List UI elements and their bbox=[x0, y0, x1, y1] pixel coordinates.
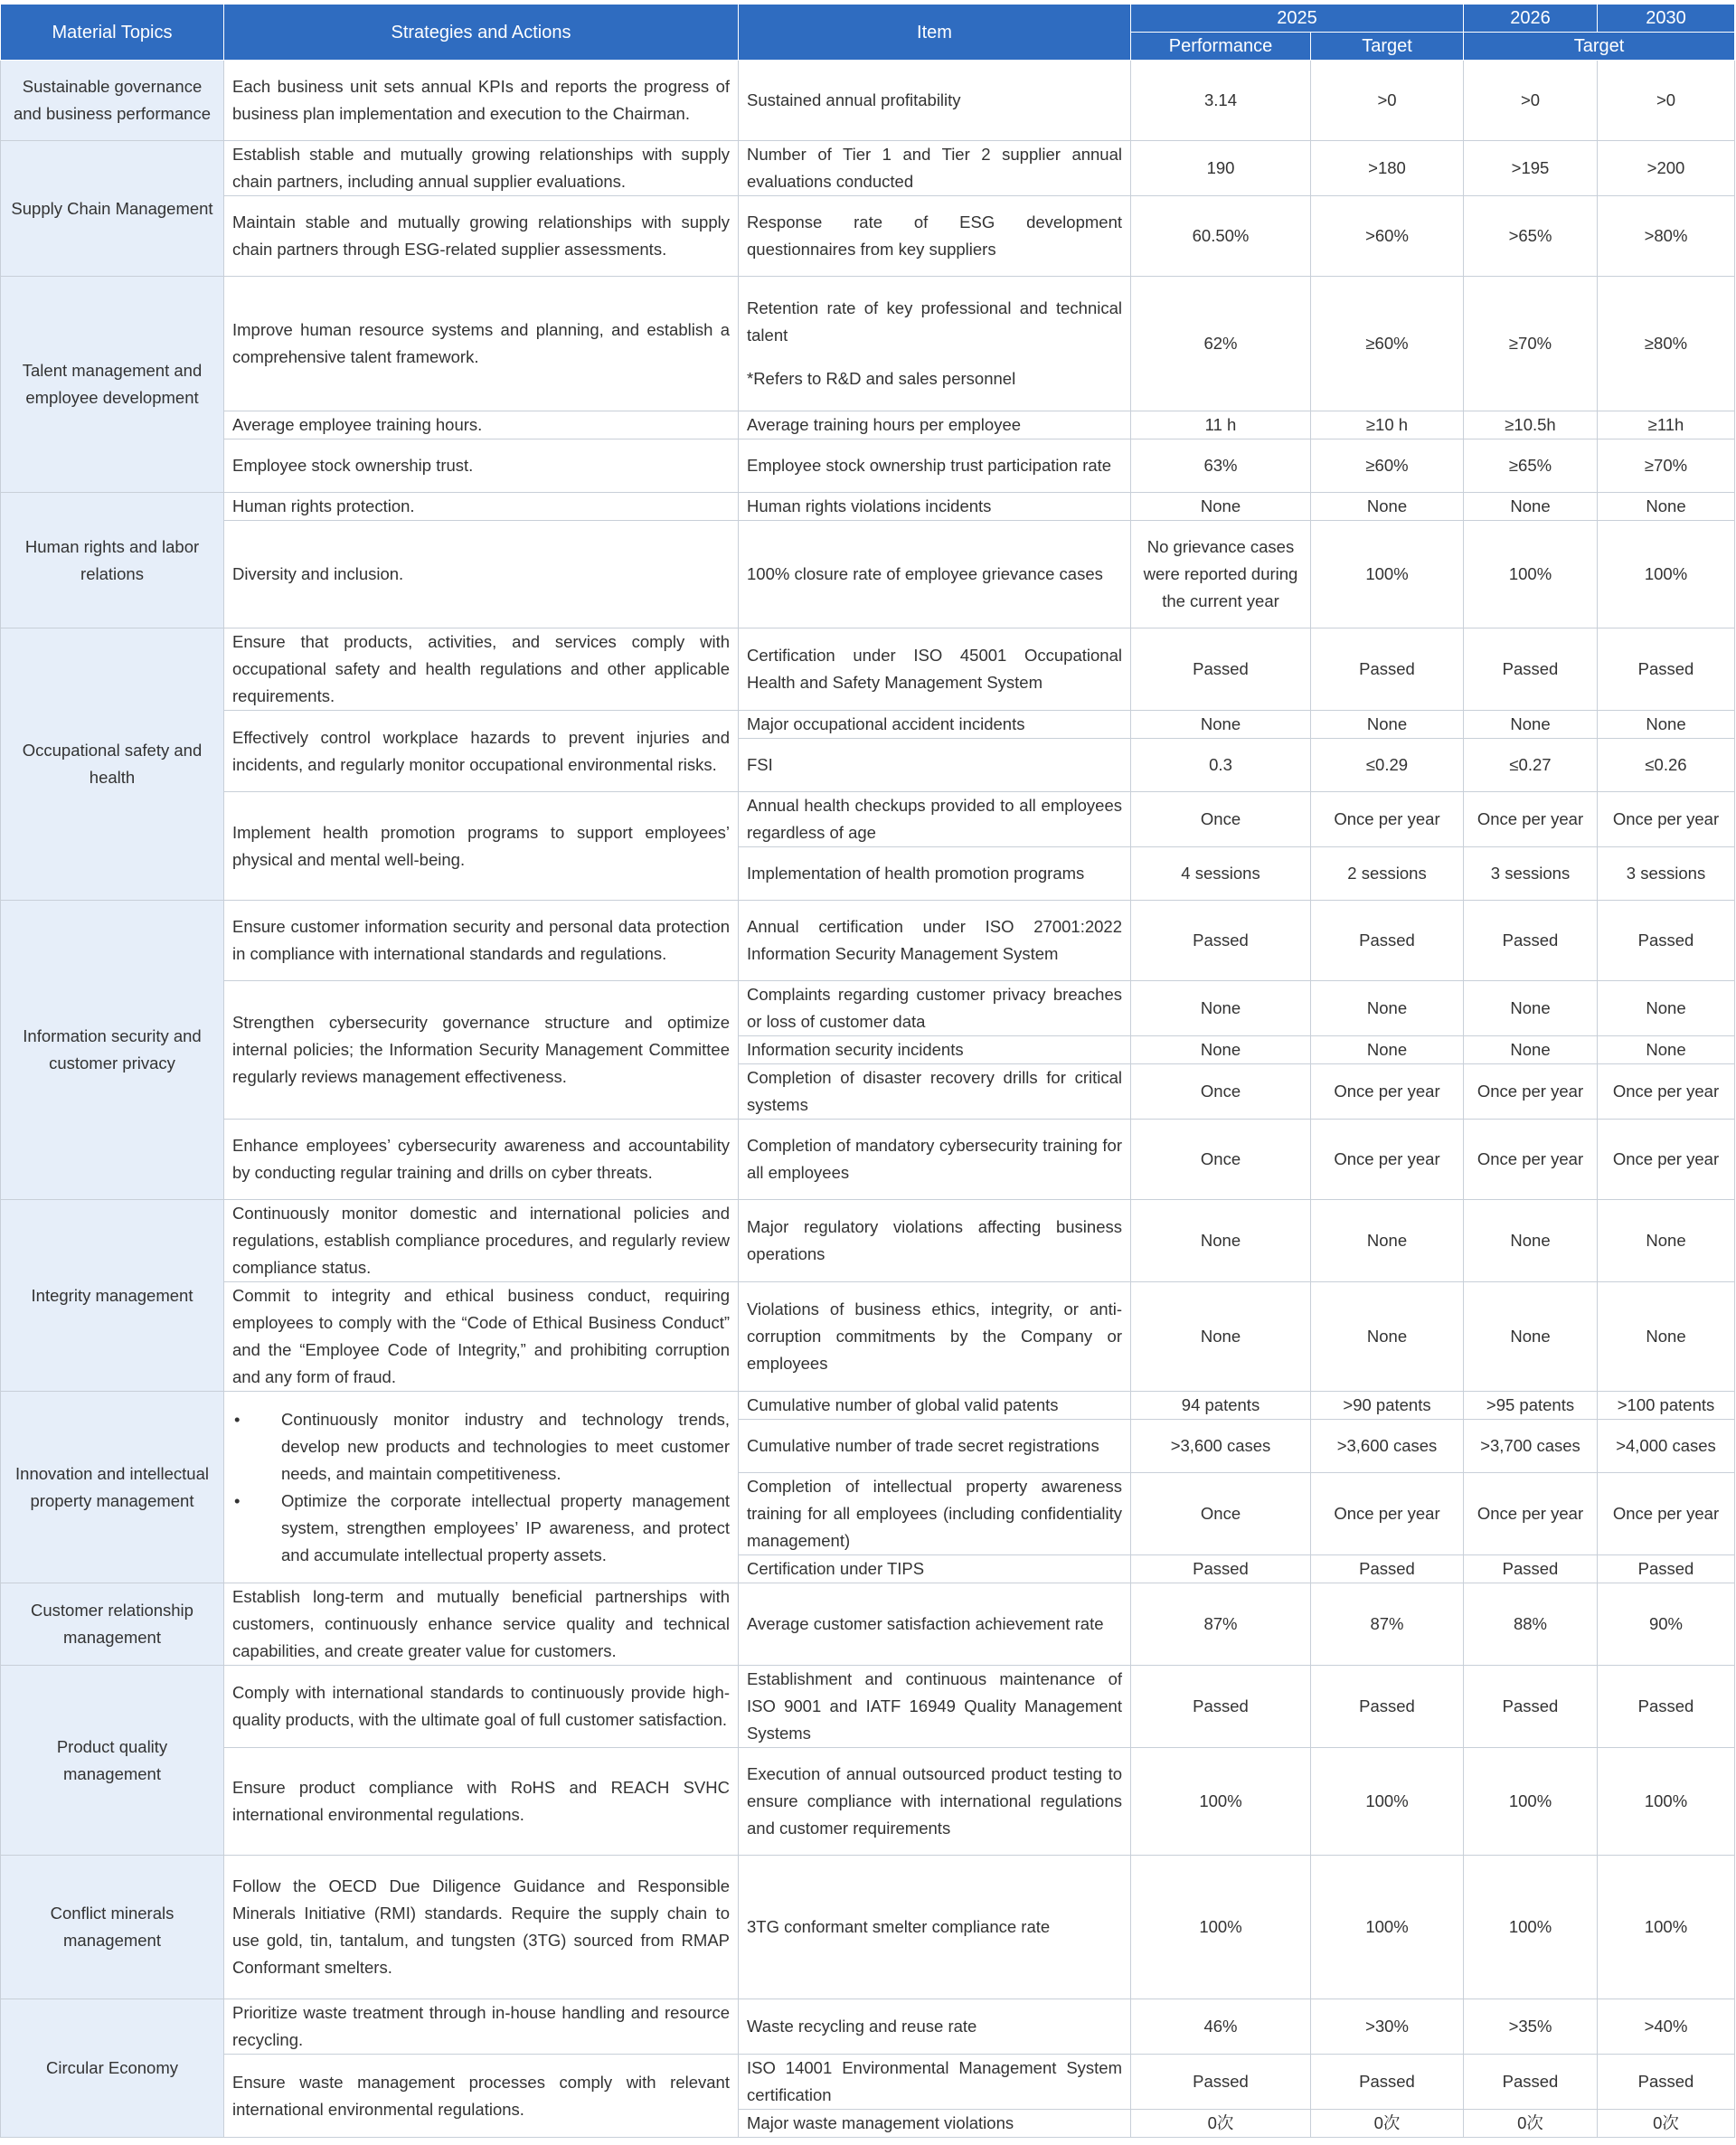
target-2025-cell: Once per year bbox=[1311, 1120, 1464, 1200]
target-2025-cell: Passed bbox=[1311, 1666, 1464, 1748]
material-topic-cell: Supply Chain Management bbox=[1, 141, 224, 277]
table-row bbox=[1, 981, 1735, 1036]
target-2025-cell: >180 bbox=[1311, 141, 1464, 196]
target-2030-cell: ≥11h bbox=[1598, 411, 1735, 439]
target-2025-cell: None bbox=[1311, 1282, 1464, 1392]
target-2026-cell: >3,700 cases bbox=[1464, 1420, 1598, 1473]
target-2026-cell: 3 sessions bbox=[1464, 847, 1598, 901]
target-2030-cell: Passed bbox=[1598, 2055, 1735, 2110]
target-2025-cell: None bbox=[1311, 493, 1464, 521]
target-2030-cell: Once per year bbox=[1598, 1064, 1735, 1120]
target-2025-cell: 100% bbox=[1311, 521, 1464, 628]
target-2025-cell: 100% bbox=[1311, 1856, 1464, 1999]
target-2026-cell: ≥65% bbox=[1464, 439, 1598, 493]
item-cell bbox=[739, 711, 1131, 739]
table-row bbox=[1, 277, 1735, 411]
target-2030-cell: 100% bbox=[1598, 1856, 1735, 1999]
target-2025-cell: >30% bbox=[1311, 1999, 1464, 2055]
item-cell bbox=[739, 411, 1131, 439]
item-cell bbox=[739, 1064, 1131, 1120]
performance-2025-cell: >3,600 cases bbox=[1131, 1420, 1311, 1473]
strategy-cell bbox=[224, 1392, 739, 1583]
header-strategies-actions: Strategies and Actions bbox=[224, 5, 739, 61]
target-2030-cell: >4,000 cases bbox=[1598, 1420, 1735, 1473]
target-2026-cell: 100% bbox=[1464, 1856, 1598, 1999]
performance-2025-cell: 100% bbox=[1131, 1856, 1311, 1999]
target-2030-cell: 100% bbox=[1598, 521, 1735, 628]
performance-2025-cell: None bbox=[1131, 1282, 1311, 1392]
material-topic-cell: Customer relationship management bbox=[1, 1583, 224, 1666]
item-text: Implementation of health promotion programs bbox=[747, 864, 1085, 883]
target-2025-cell: Passed bbox=[1311, 2055, 1464, 2110]
strategy-cell: Implement health promotion programs to support employees’ physical and mental well-being. bbox=[224, 792, 739, 901]
material-topic-cell: Sustainable governance and business performance bbox=[1, 61, 224, 141]
target-2030-cell: >40% bbox=[1598, 1999, 1735, 2055]
item-cell bbox=[739, 628, 1131, 711]
target-2025-cell: Passed bbox=[1311, 901, 1464, 981]
target-2026-cell: None bbox=[1464, 1036, 1598, 1064]
item-text: Annual health checkups provided to all employees regardless of age bbox=[747, 796, 1122, 842]
bullet-icon: • bbox=[234, 1409, 241, 1429]
target-2030-cell: >0 bbox=[1598, 61, 1735, 141]
target-2025-cell: None bbox=[1311, 1200, 1464, 1282]
header-target-2026-2030: Target bbox=[1464, 33, 1735, 61]
item-cell bbox=[739, 1392, 1131, 1420]
item-cell bbox=[739, 277, 1131, 411]
target-2025-cell: None bbox=[1311, 711, 1464, 739]
strategy-cell: Average employee training hours. bbox=[224, 411, 739, 439]
table-row bbox=[1, 1856, 1735, 1999]
target-2030-cell: ≤0.26 bbox=[1598, 739, 1735, 792]
strategy-cell: Strengthen cybersecurity governance structure and optimize internal policies; the Information Security Management Committee regularly reviews management effectiveness. bbox=[224, 981, 739, 1120]
item-text: Cumulative number of global valid patents bbox=[747, 1395, 1059, 1414]
target-2026-cell: None bbox=[1464, 711, 1598, 739]
target-2025-cell: ≥60% bbox=[1311, 439, 1464, 493]
target-2026-cell: Passed bbox=[1464, 2055, 1598, 2110]
table-row bbox=[1, 628, 1735, 711]
target-2026-cell: >0 bbox=[1464, 61, 1598, 141]
target-2025-cell: Once per year bbox=[1311, 1064, 1464, 1120]
item-cell bbox=[739, 792, 1131, 847]
target-2030-cell: >200 bbox=[1598, 141, 1735, 196]
target-2026-cell: >35% bbox=[1464, 1999, 1598, 2055]
item-text: Establishment and continuous maintenance of ISO 9001 and IATF 16949 Quality Management Systems bbox=[747, 1669, 1122, 1743]
target-2025-cell: 0次 bbox=[1311, 2110, 1464, 2138]
item-cell bbox=[739, 1583, 1131, 1666]
bullet-icon: • bbox=[234, 1490, 241, 1510]
item-cell bbox=[739, 1473, 1131, 1555]
item-text: Certification under TIPS bbox=[747, 1559, 925, 1578]
item-text: Major occupational accident incidents bbox=[747, 714, 1025, 733]
performance-2025-cell: 100% bbox=[1131, 1748, 1311, 1856]
strategy-cell: Commit to integrity and ethical business conduct, requiring employees to comply with the “Code of Ethical Business Conduct” and the “Employee Code of Integrity,” and prohibiting corruption and any form of fraud. bbox=[224, 1282, 739, 1392]
item-cell bbox=[739, 493, 1131, 521]
target-2025-cell: Passed bbox=[1311, 628, 1464, 711]
target-2030-cell: >80% bbox=[1598, 196, 1735, 277]
target-2025-cell: Passed bbox=[1311, 1555, 1464, 1583]
strategy-cell: Ensure customer information security and personal data protection in compliance with international standards and regulations. bbox=[224, 901, 739, 981]
item-cell bbox=[739, 2055, 1131, 2110]
item-cell bbox=[739, 1420, 1131, 1473]
performance-2025-cell: 3.14 bbox=[1131, 61, 1311, 141]
target-2030-cell: None bbox=[1598, 493, 1735, 521]
target-2026-cell: ≤0.27 bbox=[1464, 739, 1598, 792]
header-year-2030: 2030 bbox=[1598, 5, 1735, 33]
item-cell bbox=[739, 439, 1131, 493]
target-2030-cell: ≥70% bbox=[1598, 439, 1735, 493]
strategy-cell: Diversity and inclusion. bbox=[224, 521, 739, 628]
target-2026-cell: Once per year bbox=[1464, 792, 1598, 847]
target-2025-cell: 2 sessions bbox=[1311, 847, 1464, 901]
target-2030-cell: Once per year bbox=[1598, 1120, 1735, 1200]
item-text: Retention rate of key professional and technical talent bbox=[747, 298, 1122, 345]
strategy-cell: Enhance employees’ cybersecurity awareness and accountability by conducting regular training and drills on cyber threats. bbox=[224, 1120, 739, 1200]
strategy-cell: Improve human resource systems and planning, and establish a comprehensive talent framework. bbox=[224, 277, 739, 411]
table-row bbox=[1, 196, 1735, 277]
target-2025-cell: >3,600 cases bbox=[1311, 1420, 1464, 1473]
item-text: Complaints regarding customer privacy breaches or loss of customer data bbox=[747, 985, 1122, 1031]
strategy-cell: Follow the OECD Due Diligence Guidance and Responsible Minerals Initiative (RMI) standards. Require the supply chain to use gold, tin, tantalum, and tungsten (3TG) sourced from RMAP Conformant smelters. bbox=[224, 1856, 739, 1999]
target-2026-cell: >65% bbox=[1464, 196, 1598, 277]
target-2030-cell: 100% bbox=[1598, 1748, 1735, 1856]
target-2026-cell: None bbox=[1464, 1200, 1598, 1282]
header-performance: Performance bbox=[1131, 33, 1311, 61]
performance-2025-cell: Once bbox=[1131, 1473, 1311, 1555]
strategy-cell: Comply with international standards to continuously provide high-quality products, with the ultimate goal of full customer satisfaction. bbox=[224, 1666, 739, 1748]
target-2030-cell: Passed bbox=[1598, 1666, 1735, 1748]
table-body bbox=[1, 61, 1735, 2138]
material-topic-cell: Human rights and labor relations bbox=[1, 493, 224, 628]
table-row bbox=[1, 1282, 1735, 1392]
esg-targets-table bbox=[0, 4, 1735, 2138]
performance-2025-cell: 4 sessions bbox=[1131, 847, 1311, 901]
table-row bbox=[1, 411, 1735, 439]
performance-2025-cell: 46% bbox=[1131, 1999, 1311, 2055]
item-note: *Refers to R&D and sales personnel bbox=[747, 369, 1016, 388]
table-row bbox=[1, 141, 1735, 196]
item-text: Completion of intellectual property awareness training for all employees (including confidentiality management) bbox=[747, 1477, 1122, 1550]
table-row bbox=[1, 1999, 1735, 2055]
performance-2025-cell: None bbox=[1131, 493, 1311, 521]
item-text: Human rights violations incidents bbox=[747, 496, 992, 515]
target-2026-cell: Passed bbox=[1464, 1666, 1598, 1748]
item-cell bbox=[739, 1200, 1131, 1282]
item-cell bbox=[739, 1036, 1131, 1064]
item-text: 3TG conformant smelter compliance rate bbox=[747, 1917, 1051, 1936]
table-row bbox=[1, 792, 1735, 847]
item-text: FSI bbox=[747, 755, 773, 774]
item-text: Employee stock ownership trust participation rate bbox=[747, 456, 1112, 475]
item-cell bbox=[739, 2110, 1131, 2138]
item-cell bbox=[739, 1999, 1131, 2055]
item-text: Violations of business ethics, integrity, or anti-corruption commitments by the Company or employees bbox=[747, 1299, 1122, 1373]
item-text: Completion of mandatory cybersecurity training for all employees bbox=[747, 1136, 1122, 1182]
table-row bbox=[1, 711, 1735, 739]
header-year-2025: 2025 bbox=[1131, 5, 1464, 33]
performance-2025-cell: 11 h bbox=[1131, 411, 1311, 439]
target-2026-cell: 0次 bbox=[1464, 2110, 1598, 2138]
table-row bbox=[1, 1200, 1735, 1282]
target-2026-cell: None bbox=[1464, 981, 1598, 1036]
item-text: Average customer satisfaction achievement rate bbox=[747, 1614, 1104, 1633]
item-cell bbox=[739, 1120, 1131, 1200]
target-2026-cell: 100% bbox=[1464, 1748, 1598, 1856]
target-2025-cell: 100% bbox=[1311, 1748, 1464, 1856]
strategy-cell: Prioritize waste treatment through in-house handling and resource recycling. bbox=[224, 1999, 739, 2055]
target-2026-cell: 100% bbox=[1464, 521, 1598, 628]
item-cell bbox=[739, 61, 1131, 141]
item-text: Completion of disaster recovery drills for critical systems bbox=[747, 1068, 1122, 1114]
target-2025-cell: None bbox=[1311, 1036, 1464, 1064]
strategy-cell: Establish long-term and mutually beneficial partnerships with customers, continuously enhance service quality and technical capabilities, and create greater value for customers. bbox=[224, 1583, 739, 1666]
item-text: ISO 14001 Environmental Management System certification bbox=[747, 2058, 1122, 2104]
strategy-cell: Ensure that products, activities, and services comply with occupational safety and health regulations and other applicable requirements. bbox=[224, 628, 739, 711]
performance-2025-cell: Once bbox=[1131, 1064, 1311, 1120]
item-cell bbox=[739, 141, 1131, 196]
target-2030-cell: None bbox=[1598, 1200, 1735, 1282]
item-text: Major waste management violations bbox=[747, 2113, 1014, 2132]
target-2026-cell: 88% bbox=[1464, 1583, 1598, 1666]
item-text: Major regulatory violations affecting business operations bbox=[747, 1217, 1122, 1263]
target-2030-cell: Once per year bbox=[1598, 1473, 1735, 1555]
item-cell bbox=[739, 981, 1131, 1036]
target-2025-cell: 87% bbox=[1311, 1583, 1464, 1666]
target-2026-cell: Once per year bbox=[1464, 1120, 1598, 1200]
material-topic-cell: Integrity management bbox=[1, 1200, 224, 1392]
strategy-cell: Each business unit sets annual KPIs and reports the progress of business plan implementation and execution to the Chairman. bbox=[224, 61, 739, 141]
target-2026-cell: None bbox=[1464, 493, 1598, 521]
table-row bbox=[1, 1392, 1735, 1420]
material-topic-cell: Conflict minerals management bbox=[1, 1856, 224, 1999]
item-text: Average training hours per employee bbox=[747, 415, 1022, 434]
target-2026-cell: Passed bbox=[1464, 628, 1598, 711]
target-2025-cell: ≤0.29 bbox=[1311, 739, 1464, 792]
table-row bbox=[1, 1666, 1735, 1748]
target-2025-cell: >90 patents bbox=[1311, 1392, 1464, 1420]
target-2026-cell: >95 patents bbox=[1464, 1392, 1598, 1420]
item-cell bbox=[739, 1666, 1131, 1748]
strategy-cell: Human rights protection. bbox=[224, 493, 739, 521]
target-2026-cell: ≥10.5h bbox=[1464, 411, 1598, 439]
item-text: 100% closure rate of employee grievance cases bbox=[747, 564, 1103, 583]
performance-2025-cell: None bbox=[1131, 1036, 1311, 1064]
performance-2025-cell: No grievance cases were reported during the current year bbox=[1131, 521, 1311, 628]
strategy-bullet-text: Optimize the corporate intellectual property management system, strengthen employees’ IP awareness, and protect and accumulate intellectual property assets. bbox=[281, 1490, 730, 1564]
target-2026-cell: Once per year bbox=[1464, 1473, 1598, 1555]
performance-2025-cell: 62% bbox=[1131, 277, 1311, 411]
target-2025-cell: Once per year bbox=[1311, 792, 1464, 847]
target-2030-cell: Passed bbox=[1598, 901, 1735, 981]
material-topic-cell: Occupational safety and health bbox=[1, 628, 224, 901]
table-row bbox=[1, 61, 1735, 141]
performance-2025-cell: Passed bbox=[1131, 901, 1311, 981]
strategy-cell: Ensure waste management processes comply with relevant international environmental regulations. bbox=[224, 2055, 739, 2138]
target-2030-cell: ≥80% bbox=[1598, 277, 1735, 411]
item-cell bbox=[739, 739, 1131, 792]
item-text: Sustained annual profitability bbox=[747, 90, 961, 109]
table-row bbox=[1, 2055, 1735, 2110]
target-2026-cell: Once per year bbox=[1464, 1064, 1598, 1120]
item-cell bbox=[739, 521, 1131, 628]
target-2026-cell: Passed bbox=[1464, 901, 1598, 981]
item-text: Annual certification under ISO 27001:2022 Information Security Management System bbox=[747, 917, 1122, 963]
material-topic-cell: Information security and customer privacy bbox=[1, 901, 224, 1200]
target-2030-cell: None bbox=[1598, 1036, 1735, 1064]
target-2026-cell: Passed bbox=[1464, 1555, 1598, 1583]
table-row bbox=[1, 1748, 1735, 1856]
header-year-2026: 2026 bbox=[1464, 5, 1598, 33]
target-2026-cell: ≥70% bbox=[1464, 277, 1598, 411]
performance-2025-cell: None bbox=[1131, 711, 1311, 739]
table-row bbox=[1, 901, 1735, 981]
strategy-bullet-text: Continuously monitor industry and technology trends, develop new products and technologies to meet customer needs, and maintain competitiveness. bbox=[281, 1409, 730, 1483]
target-2025-cell: None bbox=[1311, 981, 1464, 1036]
performance-2025-cell: Passed bbox=[1131, 628, 1311, 711]
item-text: Number of Tier 1 and Tier 2 supplier annual evaluations conducted bbox=[747, 145, 1122, 191]
performance-2025-cell: 60.50% bbox=[1131, 196, 1311, 277]
target-2030-cell: None bbox=[1598, 711, 1735, 739]
item-text: Waste recycling and reuse rate bbox=[747, 2017, 977, 2036]
item-cell bbox=[739, 1748, 1131, 1856]
material-topic-cell: Talent management and employee development bbox=[1, 277, 224, 493]
material-topic-cell: Product quality management bbox=[1, 1666, 224, 1856]
target-2025-cell: Once per year bbox=[1311, 1473, 1464, 1555]
performance-2025-cell: None bbox=[1131, 1200, 1311, 1282]
performance-2025-cell: 0次 bbox=[1131, 2110, 1311, 2138]
strategy-bullet-list bbox=[232, 1406, 730, 1569]
performance-2025-cell: Once bbox=[1131, 792, 1311, 847]
item-cell bbox=[739, 1555, 1131, 1583]
item-text: Response rate of ESG development questionnaires from key suppliers bbox=[747, 213, 1122, 259]
target-2030-cell: Passed bbox=[1598, 628, 1735, 711]
target-2030-cell: 0次 bbox=[1598, 2110, 1735, 2138]
performance-2025-cell: 63% bbox=[1131, 439, 1311, 493]
target-2025-cell: ≥60% bbox=[1311, 277, 1464, 411]
strategy-cell: Maintain stable and mutually growing relationships with supply chain partners through ESG-related supplier assessments. bbox=[224, 196, 739, 277]
item-text: Information security incidents bbox=[747, 1040, 964, 1059]
target-2030-cell: 3 sessions bbox=[1598, 847, 1735, 901]
performance-2025-cell: Once bbox=[1131, 1120, 1311, 1200]
performance-2025-cell: 190 bbox=[1131, 141, 1311, 196]
performance-2025-cell: Passed bbox=[1131, 1555, 1311, 1583]
strategy-bullet bbox=[232, 1488, 730, 1569]
target-2030-cell: Passed bbox=[1598, 1555, 1735, 1583]
item-cell bbox=[739, 901, 1131, 981]
header-material-topics: Material Topics bbox=[1, 5, 224, 61]
item-text: Certification under ISO 45001 Occupational Health and Safety Management System bbox=[747, 646, 1122, 692]
performance-2025-cell: Passed bbox=[1131, 2055, 1311, 2110]
target-2025-cell: ≥10 h bbox=[1311, 411, 1464, 439]
target-2026-cell: >195 bbox=[1464, 141, 1598, 196]
target-2030-cell: Once per year bbox=[1598, 792, 1735, 847]
performance-2025-cell: 0.3 bbox=[1131, 739, 1311, 792]
strategy-cell: Establish stable and mutually growing relationships with supply chain partners, including annual supplier evaluations. bbox=[224, 141, 739, 196]
target-2026-cell: None bbox=[1464, 1282, 1598, 1392]
target-2025-cell: >0 bbox=[1311, 61, 1464, 141]
strategy-cell: Continuously monitor domestic and international policies and regulations, establish compliance procedures, and regularly review compliance status. bbox=[224, 1200, 739, 1282]
performance-2025-cell: 87% bbox=[1131, 1583, 1311, 1666]
strategy-cell: Effectively control workplace hazards to prevent injuries and incidents, and regularly monitor occupational environmental risks. bbox=[224, 711, 739, 792]
item-cell bbox=[739, 1282, 1131, 1392]
target-2030-cell: None bbox=[1598, 1282, 1735, 1392]
table-row bbox=[1, 439, 1735, 493]
performance-2025-cell: Passed bbox=[1131, 1666, 1311, 1748]
table-row bbox=[1, 1120, 1735, 1200]
strategy-cell: Ensure product compliance with RoHS and REACH SVHC international environmental regulations. bbox=[224, 1748, 739, 1856]
header-target-2025: Target bbox=[1311, 33, 1464, 61]
target-2025-cell: >60% bbox=[1311, 196, 1464, 277]
target-2030-cell: 90% bbox=[1598, 1583, 1735, 1666]
strategy-cell: Employee stock ownership trust. bbox=[224, 439, 739, 493]
material-topic-cell: Circular Economy bbox=[1, 1999, 224, 2138]
item-cell bbox=[739, 196, 1131, 277]
performance-2025-cell: 94 patents bbox=[1131, 1392, 1311, 1420]
item-cell bbox=[739, 847, 1131, 901]
item-text: Execution of annual outsourced product testing to ensure compliance with international regulations and customer requirements bbox=[747, 1764, 1122, 1838]
table-row bbox=[1, 493, 1735, 521]
table-row bbox=[1, 1583, 1735, 1666]
strategy-bullet bbox=[232, 1406, 730, 1488]
target-2030-cell: None bbox=[1598, 981, 1735, 1036]
material-topic-cell: Innovation and intellectual property management bbox=[1, 1392, 224, 1583]
table-row bbox=[1, 521, 1735, 628]
target-2030-cell: >100 patents bbox=[1598, 1392, 1735, 1420]
item-text: Cumulative number of trade secret registrations bbox=[747, 1436, 1099, 1455]
performance-2025-cell: None bbox=[1131, 981, 1311, 1036]
item-cell bbox=[739, 1856, 1131, 1999]
header-item: Item bbox=[739, 5, 1131, 61]
